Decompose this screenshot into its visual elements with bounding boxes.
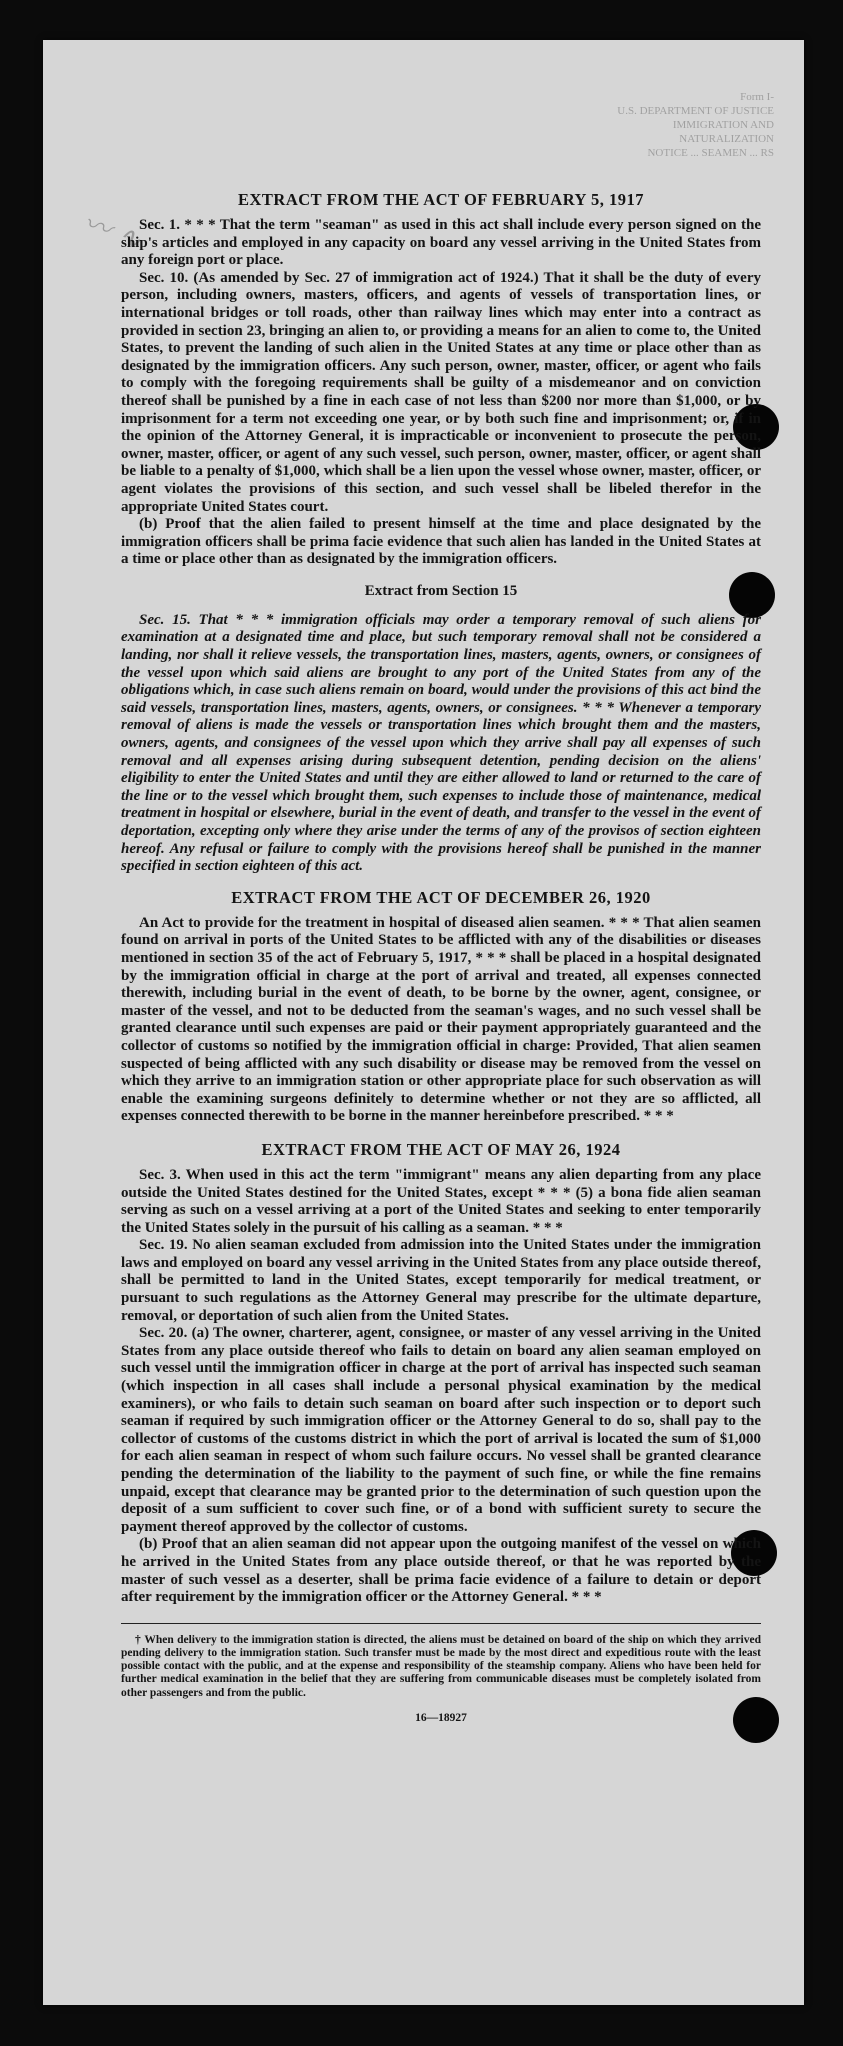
handwritten-mark: 〰 ∿ bbox=[78, 206, 147, 257]
section-act-1917 bbox=[121, 190, 761, 569]
faint-line: IMMIGRATION AND NATURALIZATION bbox=[672, 119, 774, 145]
section-act-1924 bbox=[121, 1140, 761, 1607]
footnote: † When delivery to the immigration station is directed, the aliens must be detained on board of the ship on which they arrived pending delivery to the immigration station. Such transfer must be made by the most direct and expeditious route with the least possible contact with the public, and at the expense and responsibility of the steamship company. Aliens who have been held for further medical examination in the belief that they are suffering from communicable diseases must be completely isolated from other passengers and from the public. bbox=[121, 1633, 761, 1699]
section-title: EXTRACT FROM THE ACT OF FEBRUARY 5, 1917 bbox=[238, 190, 644, 209]
paragraph: Sec. 10. (As amended by Sec. 27 of immigration act of 1924.) That it shall be the duty of every person, including owners, masters, officers, and agents of vessels of transportation lines, or international bridges or toll roads, other than railway lines which may enter into a contract as provided in section 23, bringing an alien to, or providing a means for an alien to come to, the United States, to prevent the landing of such alien in the United States at any time or place other than as designated by the immigration officers. Any such person, owner, master, officer, or agent who fails to comply with the foregoing requirements shall be guilty of a misdemeanor and on conviction thereof shall be punished by a fine in each case of not less than $200 nor more than $1,000, or by imprisonment for a term not exceeding one year, or by both such fine and imprisonment; or, if in the opinion of the Attorney General, it is impracticable or inconvenient to prosecute the person, owner, master, officer, or agent of any such vessel, such person, owner, master, officer, or agent shall be liable to a penalty of $1,000, which shall be a lien upon the vessel whose owner, master, officer, or agent violates the provisions of this section, and such vessel shall be libeled therefor in the appropriate United States court. bbox=[121, 269, 761, 515]
document-page bbox=[43, 40, 804, 2005]
paragraph: Sec. 15. That * * * immigration officials may order a temporary removal of such aliens for examination at a designated time and place, but such temporary removal shall not be considered a landing, nor shall it relieve vessels, the transportation lines, masters, agents, owners, or consignees of the vessel upon which said aliens are brought to any port of the United States from any of the obligations which, in case such aliens remain on board, would under the provisions of this act bind the said vessels, transportation lines, masters, agents, owners, or consignees. * * * Whenever a temporary removal of aliens is made the vessels or transportation lines which brought them and the masters, owners, agents, and consignees of the vessel upon which they arrive shall pay all expenses of such removal and all expenses arising during subsequent detention, pending decision on the aliens' eligibility to enter the United States and until they are either allowed to land or returned to the care of the line or to the vessel which brought them, such expenses to include those of maintenance, medical treatment in hospital or elsewhere, burial in the event of death, and transfer to the vessel in the event of deportation, excepting only where they arise under the terms of any of the provisos of section eighteen hereof. Any refusal or failure to comply with the provisions hereof shall be punished in the manner specified in section eighteen of this act. bbox=[121, 611, 761, 875]
paragraph: Sec. 3. When used in this act the term "immigrant" means any alien departing from any place outside the United States destined for the United States, except * * * (5) a bona fide alien seaman serving as such on a vessel arriving at a port of the United States and seeking to enter temporarily the United States solely in the pursuit of his calling as a seaman. * * * bbox=[121, 1166, 761, 1236]
faint-line: U.S. DEPARTMENT OF JUSTICE bbox=[617, 105, 774, 117]
print-code: 16—18927 bbox=[415, 1711, 467, 1724]
section-act-1920 bbox=[121, 888, 761, 1126]
section-title: EXTRACT FROM THE ACT OF DECEMBER 26, 1920 bbox=[231, 887, 651, 907]
paragraph: An Act to provide for the treatment in hospital of diseased alien seamen. * * * That alien seamen found on arrival in ports of the United States to be afflicted with any of the disabilities or diseases mentioned in section 35 of the act of February 5, 1917, * * * shall be placed in a hospital designated by the immigration official in charge at the port of arrival and treated, all expenses connected therewith, including burial in the event of death, to be borne by the owner, agent, consignee, or master of the vessel, and not to be deducted from the seaman's wages, and no such vessel shall be granted clearance until such expenses are paid or their payment appropriately guaranteed and the collector of customs so notified by the immigration official in charge: Provided, That alien seamen suspected of being afflicted with any such disability or disease may be removed from the vessel on which they arrive to an immigration station or other appropriate place for such observation as will enable the examining surgeons definitely to determine whether or not they are so afflicted, all expenses connected therewith to be borne in the manner hereinbefore prescribed. * * * bbox=[121, 914, 761, 1125]
faint-line: Form I- bbox=[740, 91, 774, 103]
paragraph: Sec. 1. * * * That the term "seaman" as used in this act shall include every person signed on the ship's articles and employed in any capacity on board any vessel arriving in the United States from any foreign port or place. bbox=[121, 217, 761, 269]
faint-header-bleedthrough bbox=[604, 90, 774, 160]
section-title: EXTRACT FROM THE ACT OF MAY 26, 1924 bbox=[261, 1139, 621, 1159]
paragraph: (b) Proof that the alien failed to present himself at the time and place designated by the immigration officers shall be prima facie evidence that such alien has landed in the United States at a time or place other than as designated by the immigration officers. bbox=[121, 516, 761, 568]
document-body bbox=[121, 190, 761, 1724]
faint-line: NOTICE ... SEAMEN ... RS bbox=[647, 147, 774, 159]
paragraph: Sec. 19. No alien seaman excluded from admission into the United States under the immigration laws and employed on board any vessel arriving in the United States from any place outside thereof, shall be permitted to land in the United States, except temporarily for medical treatment, or pursuant to such regulations as the Attorney General may prescribe for the ultimate departure, removal, or deportation of such alien from the United States. bbox=[121, 1237, 761, 1324]
paragraph: Sec. 20. (a) The owner, charterer, agent, consignee, or master of any vessel arriving in the United States from any place outside thereof who fails to detain on board any alien seaman employed on such vessel until the immigration officer in charge at the port of arrival has inspected such seaman (which inspection in all cases shall include a personal physical examination by the medical examiners), or who fails to detain such seaman on board after such inspection or to deport such seaman if required by such immigration officer or the Attorney General to do so, shall pay to the collector of customs of the customs district in which the port of arrival is located the sum of $1,000 for each alien seaman in respect of whom such failure occurs. No vessel shall be granted clearance pending the determination of the liability to the payment of such fine, or while the fine remains unpaid, except that clearance may be granted prior to the determination of such question upon the deposit of a sum sufficient to cover such fine, or of a bond with sufficient surety to secure the payment thereof approved by the collector of customs. bbox=[121, 1325, 761, 1535]
paragraph: (b) Proof that an alien seaman did not appear upon the outgoing manifest of the vessel on which he arrived in the United States from any place outside thereof, or that he was reported by the master of such vessel as a deserter, shall be prima facie evidence of a failure to detain or deport after requirement by the immigration officer or the Attorney General. * * * bbox=[121, 1536, 761, 1606]
divider bbox=[121, 1623, 761, 1624]
section-15 bbox=[121, 583, 761, 876]
section-title: Extract from Section 15 bbox=[364, 582, 518, 599]
